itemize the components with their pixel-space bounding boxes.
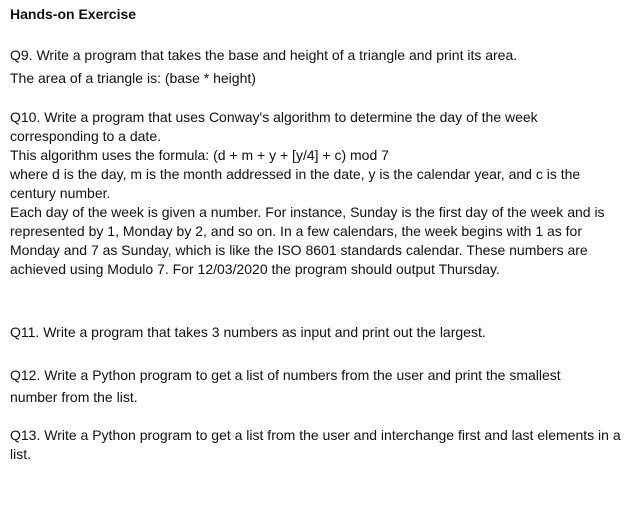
q11-question-text: Q11. Write a program that takes 3 numbers as input and print out the largest.	[10, 324, 486, 340]
q10-question-text: Q10. Write a program that uses Conway's algorithm to determine the day of the week corresponding to a date.	[10, 109, 538, 144]
question-q9	[10, 46, 622, 88]
question-q13	[10, 426, 622, 464]
q10-formula-text: This algorithm uses the formula: (d + m + y + [y/4] + c) mod 7	[10, 147, 389, 163]
question-q12	[10, 366, 622, 407]
q9-note-text: The area of a triangle is: (base * height)	[10, 70, 256, 86]
q10-explanation-text: where d is the day, m is the month addressed in the date, y is the calendar year, and c is the century number.	[10, 166, 581, 201]
q12-question-line-2: number from the list.	[10, 389, 138, 405]
question-q11	[10, 323, 622, 342]
q9-question-text: Q9. Write a program that takes the base and height of a triangle and print its area.	[10, 47, 518, 63]
q13-question-text: Q13. Write a Python program to get a list from the user and interchange first and last elements in a list.	[10, 427, 621, 462]
q10-details-text: Each day of the week is given a number. For instance, Sunday is the first day of the week and is represented by 1, Monday by 2, and so on. In a few calendars, the week begins with 1 as for Monday and 7 as Sunday, which is like the ISO 8601 standards calendar. These numbers are achieved using Modulo 7. For 12/03/2020 the program should output Thursday.	[10, 204, 605, 277]
question-q10	[10, 108, 622, 279]
page-title: Hands-on Exercise	[10, 6, 137, 22]
q12-question-line-1: Q12. Write a Python program to get a list of numbers from the user and print the smallest	[10, 367, 561, 383]
